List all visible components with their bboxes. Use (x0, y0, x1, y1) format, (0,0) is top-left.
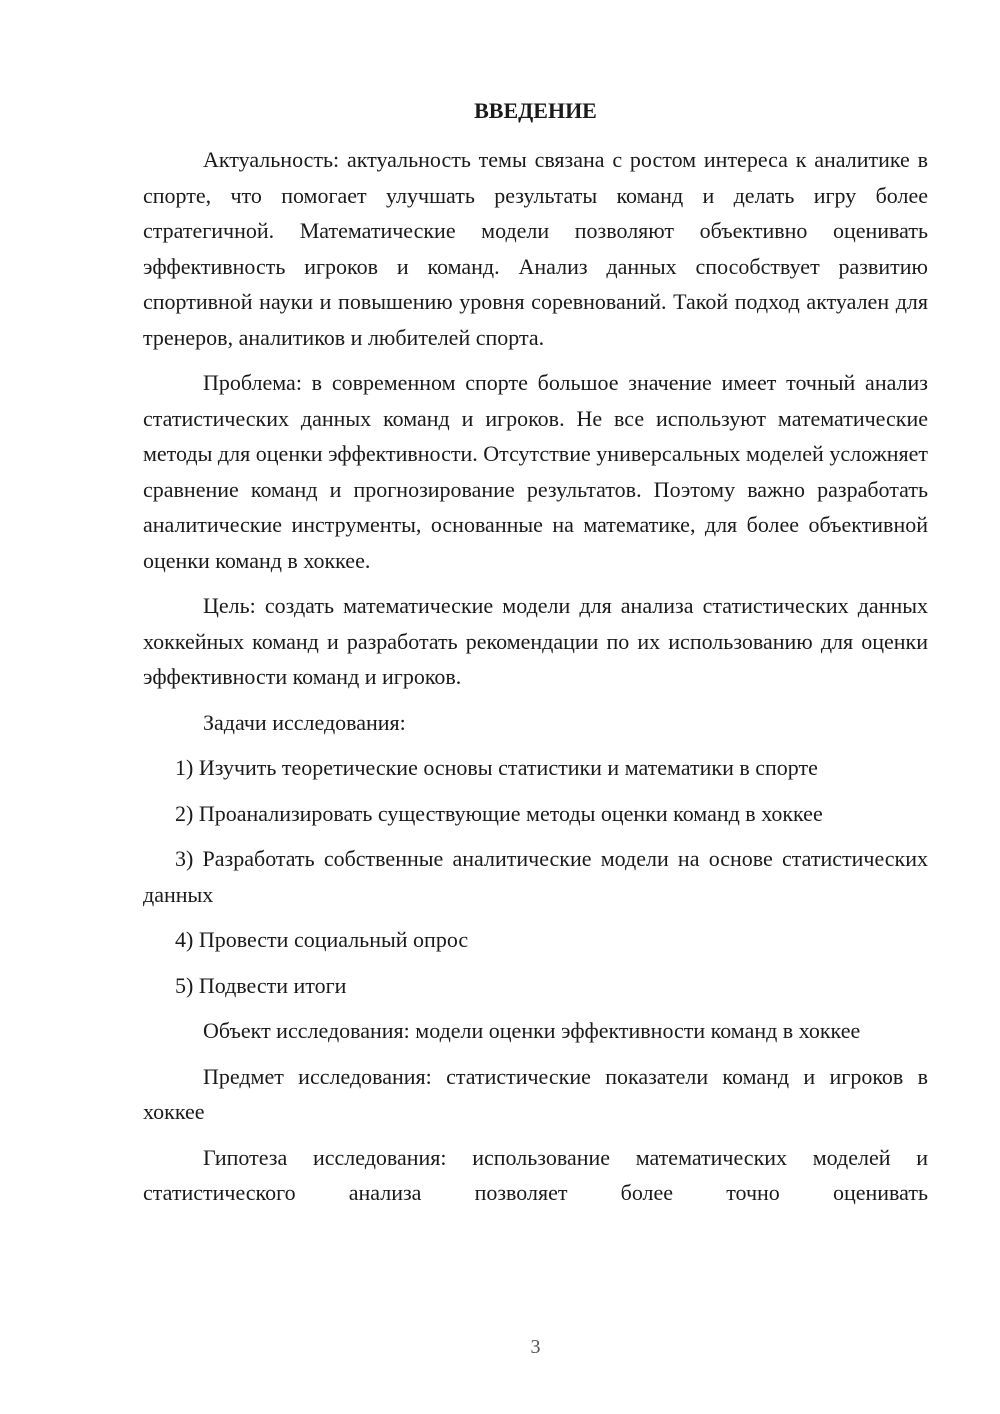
tasks-title: Задачи исследования: (203, 709, 406, 735)
problem-paragraph: Проблема: в современном спорте большое значение имеет точный анализ статистических данных команд и игроков. Не все используют математические методы для оценки эффективности. Отсутствие универсальных моделей усложняет сравнение команд и прогнозирование результатов. Поэтому важно разработать аналитические инструменты, основанные на математике, для более объективной оценки команд в хоккее. (143, 370, 928, 573)
task-item-1: 1) Изучить теоретические основы статистики и математики в спорте (175, 755, 818, 780)
object-paragraph: Объект исследования: модели оценки эффективности команд в хоккее (203, 1018, 861, 1043)
subject-paragraph: Предмет исследования: статистические показатели команд и игроков в хоккее (143, 1063, 928, 1124)
document-body (143, 142, 928, 1221)
relevance-paragraph: Актуальность: актуальность темы связана с ростом интереса к аналитике в спорте, что помогает улучшать результаты команд и делать игру более стратегичной. Математические модели позволяют объективно оценивать эффективность игроков и команд. Анализ данных способствует развитию спортивной науки и повышению уровня соревнований. Такой подход актуален для тренеров, аналитиков и любителей спорта. (143, 147, 928, 350)
hypothesis-paragraph: Гипотеза исследования: использование математических моделей и статистического анализа позволяет более точно оценивать (143, 1144, 928, 1205)
task-item-5: 5) Подвести итоги (175, 972, 347, 998)
page-number-label: 3 (530, 1336, 541, 1358)
document-page (143, 0, 928, 1414)
page-title: ВВЕДЕНИЕ (474, 98, 597, 123)
goal-paragraph: Цель: создать математические модели для анализа статистических данных хоккейных команд и разработать рекомендации по их использованию для оценки эффективности команд и игроков. (143, 593, 928, 689)
page-number (143, 1334, 928, 1360)
task-item-2: 2) Проанализировать существующие методы оценки команд в хоккее (175, 800, 823, 826)
task-item-4: 4) Провести социальный опрос (175, 927, 469, 952)
task-item-3: 3) Разработать собственные аналитические модели на основе статистических данных (143, 846, 928, 907)
